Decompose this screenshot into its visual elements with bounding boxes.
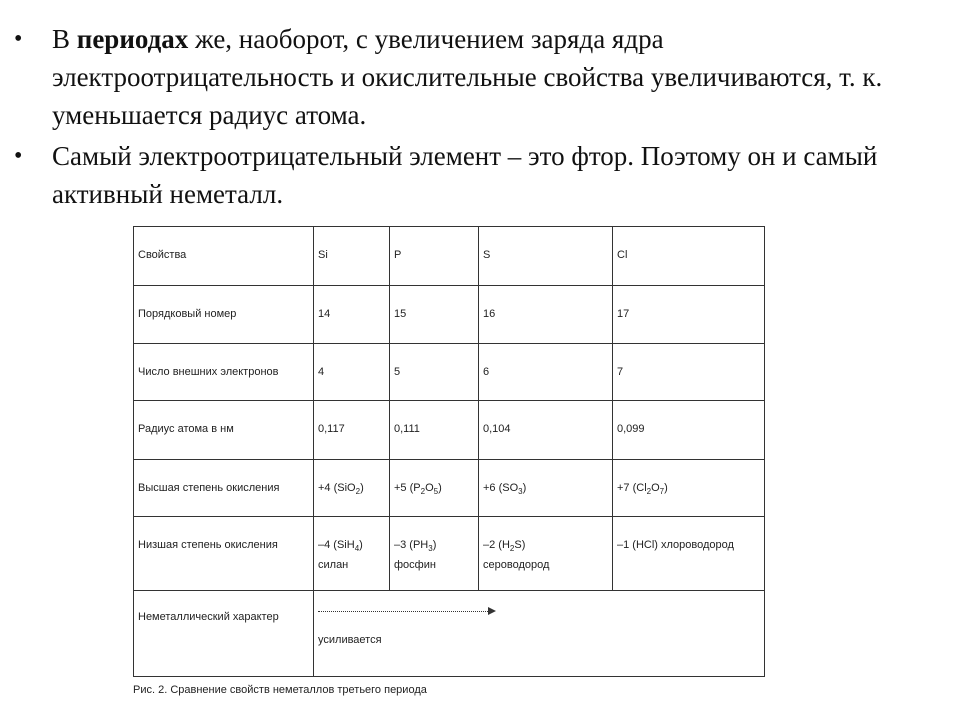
header-cell: Cl [613,227,765,286]
table-cell: 7 [613,344,765,401]
table-cell: 6 [479,344,613,401]
row-label: Порядковый номер [134,286,314,344]
table-row [134,344,765,401]
header-cell: P [390,227,479,286]
table-cell: –4 (SiH$_4$) силан [314,517,390,591]
table-cell: 0,099 [613,401,765,460]
table-row-lowest-oxidation [134,517,765,591]
table-cell: +7 $(Cl_2O_7)$ [613,460,765,517]
row-label: Низшая степень окисления [134,517,314,591]
header-cell: Свойства [134,227,314,286]
table-cell: 14 [314,286,390,344]
bullet-text: Самый электроотрицательный элемент – это фтор. Поэтому он и самый активный неметалл. [52,141,878,209]
bullet-dot: • [14,143,23,169]
table-row-nonmetal-character [134,591,765,677]
table-row [134,401,765,460]
bullet-item-fluorine [0,137,960,213]
table-cell: 0,117 [314,401,390,460]
table-cell: 16 [479,286,613,344]
table-cell: 0,104 [479,401,613,460]
table-cell: –2 $(H_2S)$ сероводород [479,517,613,591]
trend-cell [314,591,765,677]
table-row [134,286,765,344]
table-cell: 5 [390,344,479,401]
header-cell: Si [314,227,390,286]
bullet-dot: • [14,26,23,52]
row-label: Высшая степень окисления [134,460,314,517]
bullet-text-post: же, наоборот, с увеличением заряда ядра электроотрицательность и окислительные свойства увеличиваются, т. к. уменьшается радиус атома. [52,24,883,130]
table-cell: +6 $(SO_3)$ [479,460,613,517]
table-header-row [134,227,765,286]
trend-text: усиливается [318,634,382,646]
table-row-highest-oxidation [134,460,765,517]
row-label: Неметаллический характер [134,591,314,677]
properties-table [133,226,765,677]
table-cell: 4 [314,344,390,401]
table-cell: –3 $(PH_3)$ фосфин [390,517,479,591]
table-cell: 0,111 [390,401,479,460]
row-label: Радиус атома в нм [134,401,314,460]
row-label: Число внешних электронов [134,344,314,401]
table-cell: –1 (HCl) хлороводород [613,517,765,591]
table-cell: 15 [390,286,479,344]
bullet-text-pre: В [52,24,77,54]
bullet-item-periods [0,20,960,134]
figure-caption: Рис. 2. Сравнение свойств неметаллов третьего периода [133,684,427,696]
header-cell: S [479,227,613,286]
bullet-text-bold: периодах [76,24,189,54]
table-cell: 17 [613,286,765,344]
table-cell: +5 $(P_2O_5)$ [390,460,479,517]
right-arrow-icon [318,608,498,616]
table-cell: +4 (SiO$_2$) [314,460,390,517]
bullet-list [0,20,960,216]
